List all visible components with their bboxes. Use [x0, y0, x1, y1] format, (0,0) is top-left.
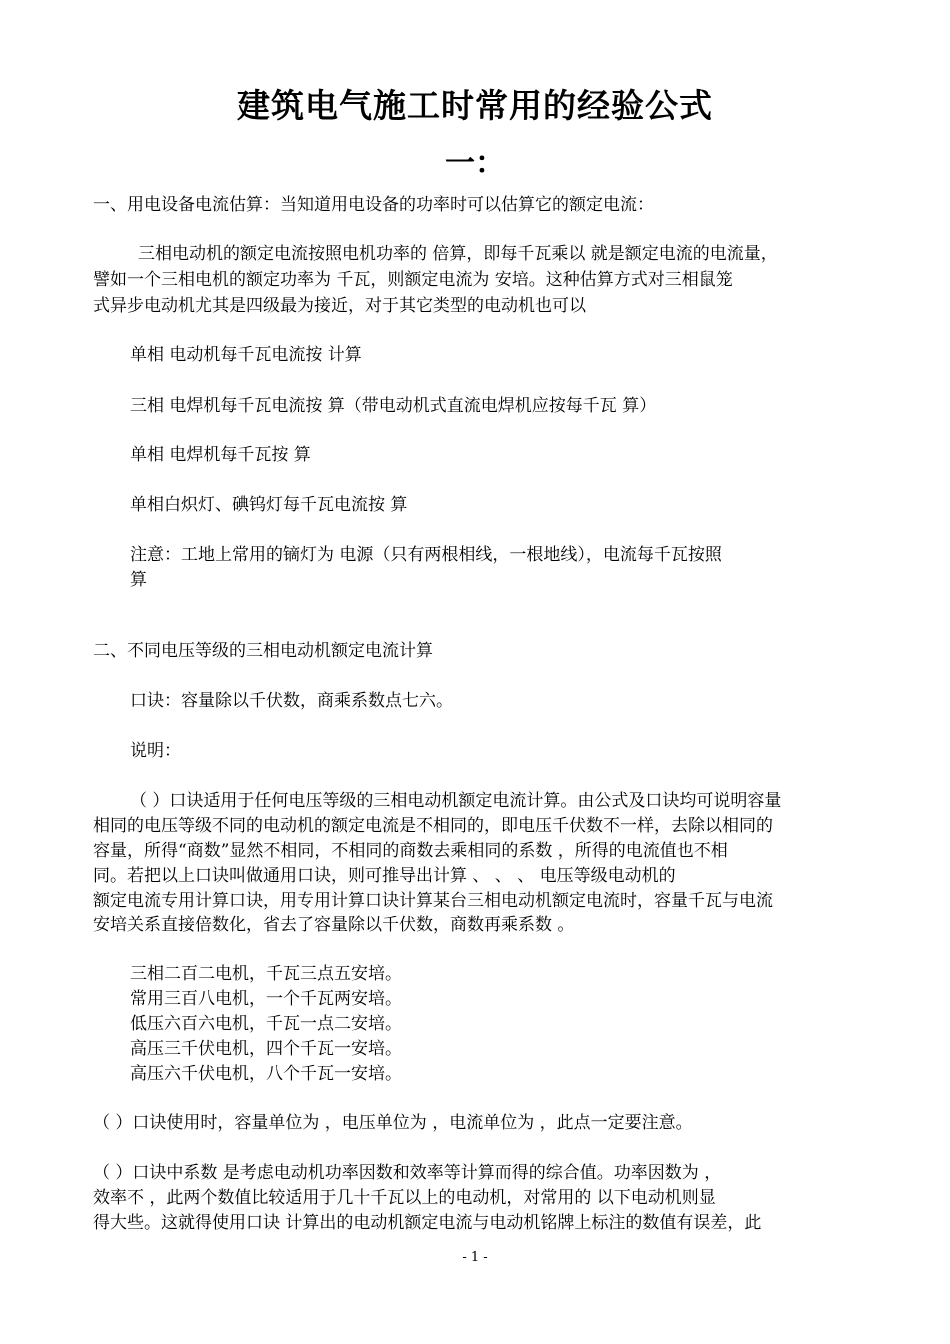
section2-heading: 二、不同电压等级的三相电动机额定电流计算 — [93, 641, 433, 661]
section2-p1-line: 同。若把以上口诀叫做通用口诀，则可推导出计算 、 、 、 电压等级电动机的 — [93, 866, 676, 886]
section1-heading: 一、用电设备电流估算：当知道用电设备的功率时可以估算它的额定电流： — [93, 195, 654, 215]
section2-p1-line: （ ）口诀适用于任何电压等级的三相电动机额定电流计算。由公式及口诀均可说明容量 — [130, 791, 782, 811]
document-subtitle: 一： — [445, 146, 505, 181]
section1-item: 单相 电焊机每千瓦按 算 — [130, 445, 311, 465]
section2-p3-line: 效率不 ，此两个数值比较适用于几十千瓦以上的电动机，对常用的 以下电动机则显 — [93, 1188, 716, 1208]
section2-p1-line: 相同的电压等级不同的电动机的额定电流是不相同的，即电压千伏数不一样，去除以相同的 — [93, 816, 773, 836]
section1-note-line: 算 — [130, 570, 147, 590]
section2-explain-label: 说明： — [130, 741, 181, 761]
section2-p3-line: 得大些。这就得使用口诀 计算出的电动机额定电流与电动机铭牌上标注的数值有误差，此 — [93, 1213, 762, 1233]
section1-item: 单相 电动机每千瓦电流按 计算 — [130, 345, 362, 365]
rule-line: 高压六千伏电机，八个千瓦一安培。 — [130, 1064, 402, 1084]
section2-formula: 口诀：容量除以千伏数，商乘系数点七六。 — [130, 691, 453, 711]
section2-p1-line: 安培关系直接倍数化，省去了容量除以千伏数，商数再乘系数 。 — [93, 915, 575, 935]
section1-para-line: 三相电动机的额定电流按照电机功率的 倍算，即每千瓦乘以 就是额定电流的电流量， — [138, 244, 778, 264]
section1-note-line: 注意：工地上常用的镝灯为 电源（只有两根相线，一根地线），电流每千瓦按照 — [130, 545, 722, 565]
page-number: - 1 - — [462, 1250, 488, 1265]
section2-p3-line: （ ）口诀中系数 是考虑电动机功率因数和效率等计算而得的综合值。功率因数为 ， — [93, 1163, 722, 1183]
section1-para-line: 譬如一个三相电机的额定功率为 千瓦，则额定电流为 安培。这种估算方式对三相鼠笼 — [93, 270, 733, 290]
section2-p2: （ ）口诀使用时，容量单位为 ，电压单位为 ，电流单位为 ，此点一定要注意。 — [93, 1113, 693, 1133]
document-title: 建筑电气施工时常用的经验公式 — [237, 86, 713, 125]
section2-p1-line: 额定电流专用计算口诀，用专用计算口诀计算某台三相电动机额定电流时，容量千瓦与电流 — [93, 891, 773, 911]
section1-item: 单相白炽灯、碘钨灯每千瓦电流按 算 — [130, 495, 408, 515]
section1-para-line: 式异步电动机尤其是四级最为接近，对于其它类型的电动机也可以 — [93, 296, 586, 316]
section2-p1-line: 容量，所得“商数”显然不相同，不相同的商数去乘相同的系数 ，所得的电流值也不相 — [93, 841, 728, 861]
rule-line: 常用三百八电机，一个千瓦两安培。 — [130, 989, 402, 1009]
rule-line: 高压三千伏电机，四个千瓦一安培。 — [130, 1039, 402, 1059]
rule-line: 三相二百二电机，千瓦三点五安培。 — [130, 964, 402, 984]
rule-line: 低压六百六电机，千瓦一点二安培。 — [130, 1014, 402, 1034]
section1-item: 三相 电焊机每千瓦电流按 算（带电动机式直流电焊机应按每千瓦 算） — [130, 396, 657, 416]
